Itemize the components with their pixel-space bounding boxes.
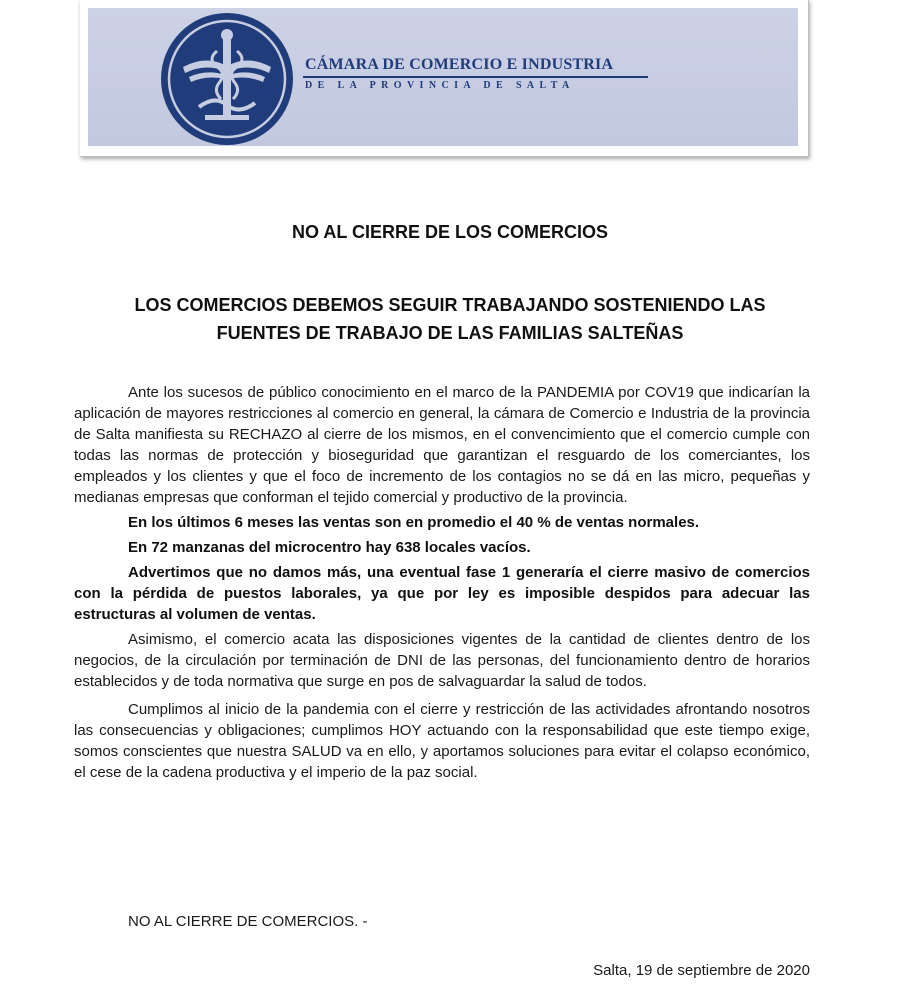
letter-body — [74, 382, 810, 783]
subtitle-line-1: LOS COMERCIOS DEBEMOS SEGUIR TRABAJANDO SOSTENIENDO LAS — [134, 295, 766, 315]
highlight-warning: Advertimos que no damos más, una eventual fase 1 generaría el cierre masivo de comercios con la pérdida de puestos laborales, ya que por ley es imposible despidos para adecuar las estructuras al volumen de ventas. — [74, 564, 810, 623]
main-title: NO AL CIERRE DE LOS COMERCIOS — [291, 222, 609, 242]
date-line: Salta, 19 de septiembre de 2020 — [593, 962, 810, 979]
org-name-underline — [303, 76, 648, 78]
subtitle-line-2: FUENTES DE TRABAJO DE LAS FAMILIAS SALTEÑAS — [216, 323, 684, 343]
closing-statement: NO AL CIERRE DE COMERCIOS. - — [128, 913, 368, 930]
chamber-seal-logo — [159, 11, 295, 147]
highlight-vacant-shops: En 72 manzanas del microcentro hay 638 locales vacíos. — [128, 539, 531, 556]
subtitle — [0, 291, 900, 347]
org-name: CÁMARA DE COMERCIO E INDUSTRIA — [305, 56, 614, 73]
paragraph-compliance: Asimismo, el comercio acata las disposiciones vigentes de la cantidad de clientes dentro de los negocios, de la circulación por terminación de DNI de las personas, del funcionamiento dentro de horarios establecidos y de toda normativa que surge en pos de salvaguardar la salud de todos. — [74, 631, 810, 690]
paragraph-commitment: Cumplimos al inicio de la pandemia con el cierre y restricción de las actividades afrontando nosotros las consecuencias y obligaciones; cumplimos HOY actuando con la responsabilidad que este tiempo exige, somos conscientes que nuestra SALUD va en ello, y aportamos soluciones para evitar el colapso económico, el cese de la cadena productiva y el imperio de la paz social. — [74, 701, 810, 781]
highlight-sales: En los últimos 6 meses las ventas son en promedio el 40 % de ventas normales. — [128, 514, 700, 531]
paragraph-intro: Ante los sucesos de público conocimiento en el marco de la PANDEMIA por COV19 que indicarían la aplicación de mayores restricciones al comercio en general, la cámara de Comercio e Industria de la provincia de Salta manifiesta su RECHAZO al cierre de los mismos, en el convencimiento que el comercio cumple con todas las normas de protección y bioseguridad que garantizan el resguardo de los comerciantes, los empleados y los clientes y que el foco de incremento de los contagios no se dá en las micro, pequeñas y medianas empresas que conforman el tejido comercial y productivo de la provincia. — [74, 384, 810, 506]
org-subtitle: DE LA PROVINCIA DE SALTA — [305, 80, 575, 91]
